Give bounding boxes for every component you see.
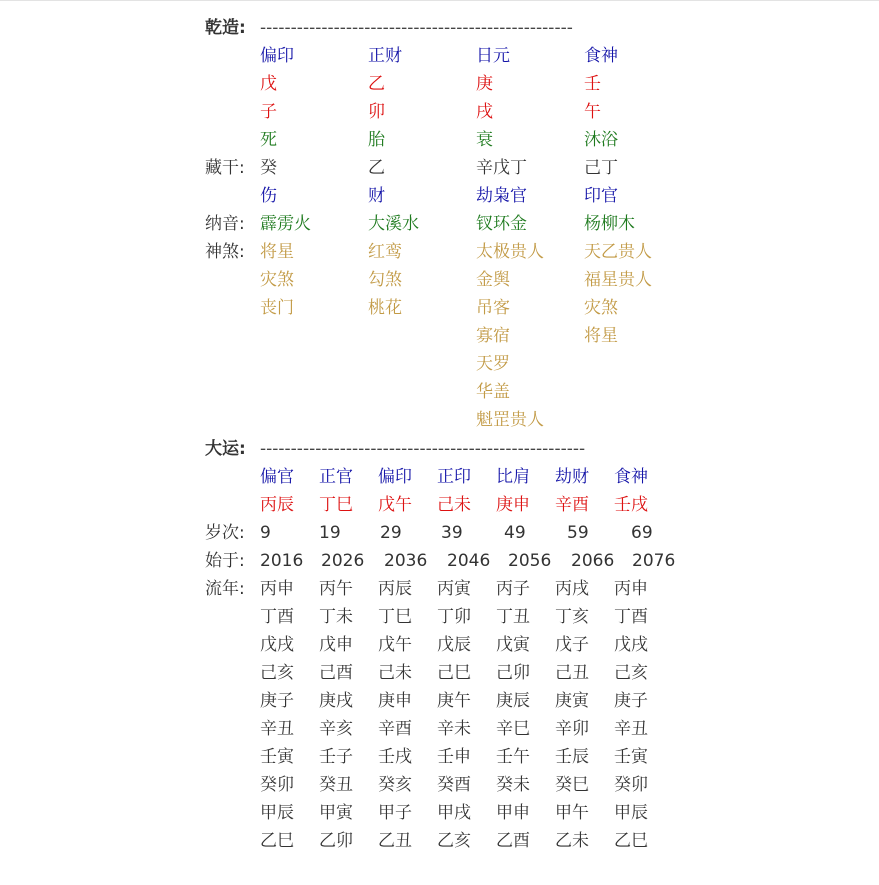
shensha-item: 寡宿 [476,326,510,346]
liunian-cell: 庚申 [378,691,412,711]
liunian-cell: 丁酉 [614,607,648,627]
pillar-shishen-row-cell: 日元 [476,46,510,66]
nayin-row-label: 纳音: [205,214,245,234]
shensha-item: 福星贵人 [584,270,652,290]
shensha-item: 天罗 [476,354,510,374]
liunian-cell: 庚辰 [496,691,530,711]
liunian-cell: 己亥 [260,663,294,683]
nayin-row-cell: 大溪水 [368,214,419,234]
canggan-shishen-row-cell: 财 [368,186,385,206]
liunian-cell: 丙申 [260,579,294,599]
pillar-tiangan-row-cell: 庚 [476,74,493,94]
qianzao-divider: --------------------------------------------------- [260,18,573,38]
shensha-item: 魁罡贵人 [476,410,544,430]
qianzao-label: 乾造: [205,18,246,38]
pillar-dizhi-row-cell: 子 [260,102,277,122]
liunian-cell: 己亥 [614,663,648,683]
canggan-row-cell: 辛戊丁 [476,158,527,178]
canggan-row-label: 藏干: [205,158,245,178]
liunian-cell: 丁未 [319,607,353,627]
dayun-ganzhi-row-cell: 壬戌 [614,495,648,515]
liunian-cell: 乙巳 [614,831,648,851]
liunian-cell: 壬寅 [260,747,294,767]
liunian-cell: 辛丑 [260,719,294,739]
dayun-shishen-row-cell: 正官 [319,467,353,487]
suici-row-cell: 49 [504,523,526,543]
nayin-row-cell: 霹雳火 [260,214,311,234]
liunian-cell: 癸未 [496,775,530,795]
suici-row-cell: 19 [319,523,341,543]
canggan-shishen-row-cell: 劫枭官 [476,186,527,206]
liunian-cell: 辛未 [437,719,471,739]
dayun-divider: ----------------------------------------------------- [260,439,586,459]
liunian-cell: 辛亥 [319,719,353,739]
pillar-tiangan-row-cell: 壬 [584,74,601,94]
suici-row-cell: 59 [567,523,589,543]
dayun-shishen-row-cell: 偏官 [260,467,294,487]
liunian-cell: 癸卯 [260,775,294,795]
shiyu-row-cell: 2046 [447,551,491,571]
liunian-cell: 癸酉 [437,775,471,795]
shiyu-row-cell: 2076 [632,551,676,571]
liunian-cell: 甲辰 [614,803,648,823]
pillar-tiangan-row-cell: 乙 [368,74,385,94]
dayun-ganzhi-row-cell: 辛酉 [555,495,589,515]
liunian-cell: 辛卯 [555,719,589,739]
nayin-row-cell: 钗环金 [476,214,527,234]
liunian-cell: 壬午 [496,747,530,767]
suici-row-cell: 29 [380,523,402,543]
liunian-cell: 戊戌 [260,635,294,655]
suici-row-cell: 39 [441,523,463,543]
liunian-cell: 癸亥 [378,775,412,795]
canggan-row-cell: 己丁 [584,158,618,178]
liunian-cell: 辛酉 [378,719,412,739]
canggan-shishen-row-cell: 伤 [260,186,277,206]
pillar-dizhi-row-cell: 戌 [476,102,493,122]
shensha-item: 灾煞 [260,270,294,290]
liunian-cell: 庚戌 [319,691,353,711]
dayun-ganzhi-row-cell: 己未 [437,495,471,515]
liunian-cell: 丁卯 [437,607,471,627]
liunian-cell: 甲午 [555,803,589,823]
liunian-cell: 己酉 [319,663,353,683]
liunian-cell: 庚子 [614,691,648,711]
liunian-cell: 甲子 [378,803,412,823]
canggan-shishen-row-cell: 印官 [584,186,618,206]
liunian-cell: 甲戌 [437,803,471,823]
nayin-row-cell: 杨柳木 [584,214,635,234]
liunian-cell: 乙卯 [319,831,353,851]
pillar-shishen-row-cell: 食神 [584,46,618,66]
shensha-item: 勾煞 [368,270,402,290]
dayun-ganzhi-row-cell: 丙辰 [260,495,294,515]
liunian-cell: 壬辰 [555,747,589,767]
suici-row-cell: 9 [260,523,271,543]
liunian-label: 流年: [205,579,245,599]
dayun-shishen-row-cell: 食神 [614,467,648,487]
liunian-cell: 己卯 [496,663,530,683]
liunian-cell: 乙未 [555,831,589,851]
liunian-cell: 辛丑 [614,719,648,739]
dayun-shishen-row-cell: 正印 [437,467,471,487]
dayun-shishen-row-cell: 比肩 [496,467,530,487]
shensha-item: 金舆 [476,270,510,290]
top-divider [0,0,879,1]
pillar-changsheng-row-cell: 沐浴 [584,130,618,150]
liunian-cell: 甲辰 [260,803,294,823]
liunian-cell: 戊午 [378,635,412,655]
shensha-item: 华盖 [476,382,510,402]
liunian-cell: 甲寅 [319,803,353,823]
shensha-item: 红鸾 [368,242,402,262]
dayun-shishen-row-cell: 偏印 [378,467,412,487]
liunian-cell: 丙戌 [555,579,589,599]
liunian-cell: 庚子 [260,691,294,711]
shensha-item: 太极贵人 [476,242,544,262]
pillar-changsheng-row-cell: 胎 [368,130,385,150]
pillar-changsheng-row-cell: 衰 [476,130,493,150]
liunian-cell: 己未 [378,663,412,683]
liunian-cell: 壬申 [437,747,471,767]
liunian-cell: 丁亥 [555,607,589,627]
shiyu-row-label: 始于: [205,551,245,571]
liunian-cell: 乙亥 [437,831,471,851]
shiyu-row-cell: 2016 [260,551,304,571]
pillar-shishen-row-cell: 正财 [368,46,402,66]
shensha-item: 将星 [584,326,618,346]
liunian-cell: 戊辰 [437,635,471,655]
liunian-cell: 癸巳 [555,775,589,795]
liunian-cell: 壬寅 [614,747,648,767]
liunian-cell: 丙辰 [378,579,412,599]
liunian-cell: 戊戌 [614,635,648,655]
shensha-item: 将星 [260,242,294,262]
suici-row-label: 岁次: [205,523,245,543]
shiyu-row-cell: 2036 [384,551,428,571]
liunian-cell: 丙申 [614,579,648,599]
liunian-cell: 壬子 [319,747,353,767]
liunian-cell: 癸卯 [614,775,648,795]
pillar-tiangan-row-cell: 戊 [260,74,277,94]
shiyu-row-cell: 2026 [321,551,365,571]
dayun-shishen-row-cell: 劫财 [555,467,589,487]
liunian-cell: 丙子 [496,579,530,599]
shiyu-row-cell: 2056 [508,551,552,571]
pillar-shishen-row-cell: 偏印 [260,46,294,66]
liunian-cell: 庚午 [437,691,471,711]
shensha-item: 灾煞 [584,298,618,318]
suici-row-cell: 69 [631,523,653,543]
liunian-cell: 戊寅 [496,635,530,655]
liunian-cell: 己丑 [555,663,589,683]
liunian-cell: 壬戌 [378,747,412,767]
dayun-ganzhi-row-cell: 戊午 [378,495,412,515]
shensha-item: 桃花 [368,298,402,318]
liunian-cell: 丙午 [319,579,353,599]
canggan-row-cell: 乙 [368,158,385,178]
liunian-cell: 庚寅 [555,691,589,711]
liunian-cell: 戊申 [319,635,353,655]
shiyu-row-cell: 2066 [571,551,615,571]
liunian-cell: 丙寅 [437,579,471,599]
liunian-cell: 戊子 [555,635,589,655]
liunian-cell: 丁酉 [260,607,294,627]
liunian-cell: 甲申 [496,803,530,823]
shensha-item: 天乙贵人 [584,242,652,262]
liunian-cell: 己巳 [437,663,471,683]
dayun-label: 大运: [205,439,246,459]
pillar-dizhi-row-cell: 午 [584,102,601,122]
liunian-cell: 乙丑 [378,831,412,851]
liunian-cell: 乙巳 [260,831,294,851]
shensha-item: 吊客 [476,298,510,318]
liunian-cell: 癸丑 [319,775,353,795]
pillar-dizhi-row-cell: 卯 [368,102,385,122]
pillar-changsheng-row-cell: 死 [260,130,277,150]
shensha-item: 丧门 [260,298,294,318]
canggan-row-cell: 癸 [260,158,277,178]
dayun-ganzhi-row-cell: 丁巳 [319,495,353,515]
liunian-cell: 乙酉 [496,831,530,851]
dayun-ganzhi-row-cell: 庚申 [496,495,530,515]
shensha-label: 神煞: [205,242,245,262]
liunian-cell: 丁巳 [378,607,412,627]
liunian-cell: 丁丑 [496,607,530,627]
liunian-cell: 辛巳 [496,719,530,739]
